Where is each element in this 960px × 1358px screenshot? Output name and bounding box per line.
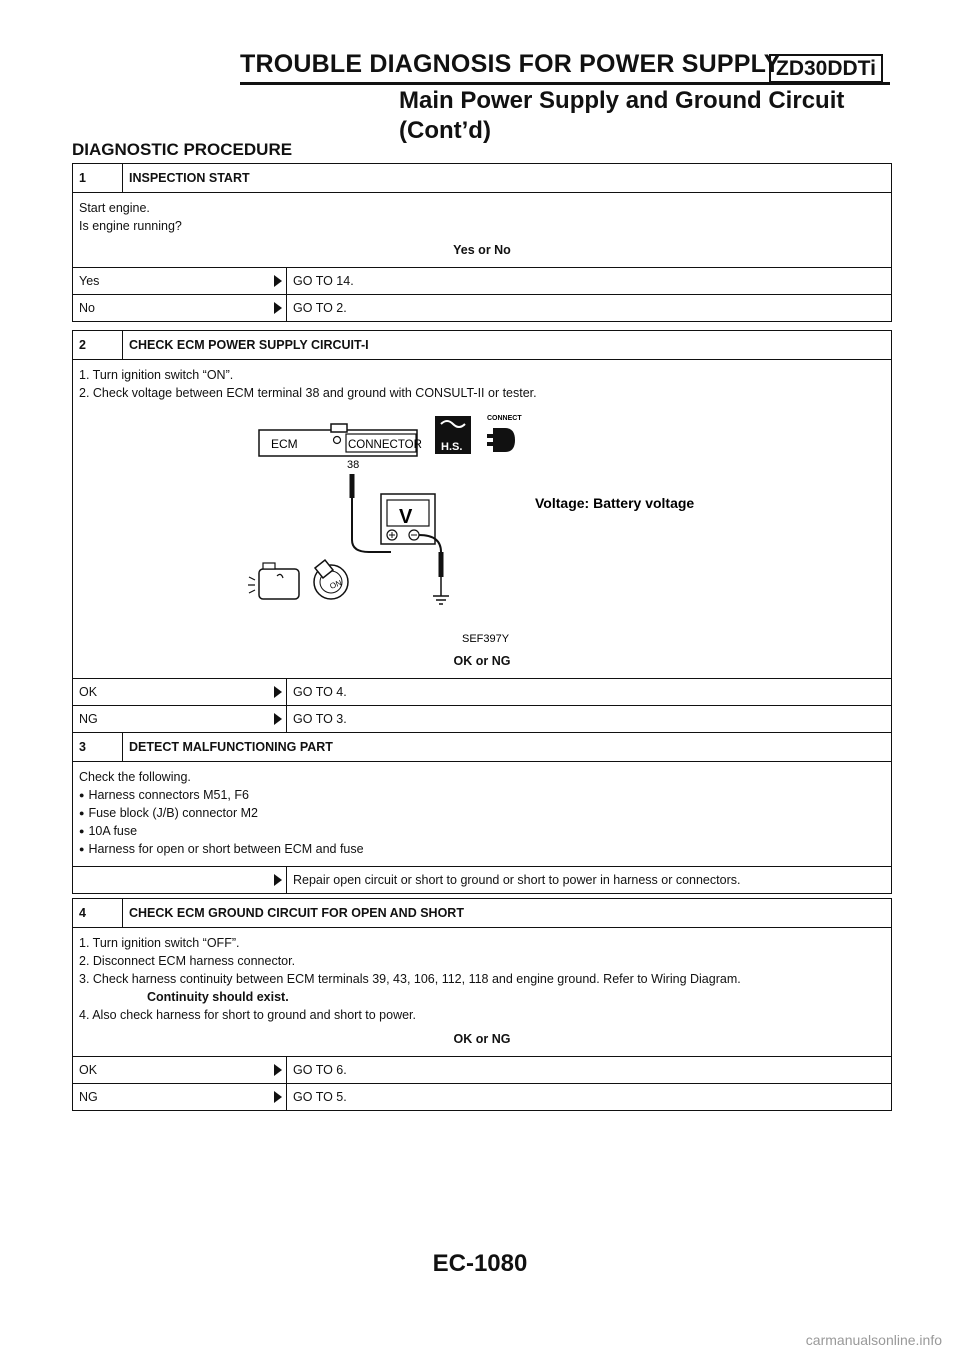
step-body xyxy=(73,927,891,1056)
body-line: Check the following. xyxy=(79,770,191,784)
connect-plug-icon xyxy=(493,428,515,452)
connector-label: CONNECTOR xyxy=(348,439,422,451)
step-4-box xyxy=(72,898,892,1111)
bullet-item: ● Harness for open or short between ECM and fuse xyxy=(79,840,885,858)
model-badge: ZD30DDTi xyxy=(769,54,883,83)
step-1-box xyxy=(72,163,892,322)
arrow-icon xyxy=(274,1064,282,1076)
arrow-icon xyxy=(274,713,282,725)
watermark: carmanualsonline.info xyxy=(805,1332,942,1348)
figure-code: SEF397Y xyxy=(462,633,510,645)
bullet-item: ● Fuse block (J/B) connector M2 xyxy=(79,804,885,822)
arrow-icon xyxy=(274,874,282,886)
step-title: DETECT MALFUNCTIONING PART xyxy=(129,740,333,754)
answer-action: Repair open circuit or short to ground or short to power in harness or connectors. xyxy=(293,873,741,887)
body-line: 3. Check harness continuity between ECM terminals 39, 43, 106, 112, 118 and engine ground. Refer to Wiring Diagram. xyxy=(79,972,741,986)
step-title: INSPECTION START xyxy=(129,171,250,185)
engine-icon xyxy=(248,563,299,599)
connect-label: CONNECT xyxy=(487,415,522,422)
question: OK or NG xyxy=(453,654,511,668)
answer-row xyxy=(73,294,891,321)
step-title: CHECK ECM GROUND CIRCUIT FOR OPEN AND SHORT xyxy=(129,906,464,920)
bullet-item: ● 10A fuse xyxy=(79,822,885,840)
meter-label: V xyxy=(399,506,413,528)
header-rule xyxy=(240,82,890,85)
answer-row xyxy=(73,1083,891,1110)
answer-label: NG xyxy=(79,1090,98,1104)
step-number: 1 xyxy=(73,164,123,192)
answer-action: GO TO 5. xyxy=(293,1090,347,1104)
step-body xyxy=(73,192,891,267)
page-number: EC-1080 xyxy=(432,1250,528,1277)
body-line: Start engine. xyxy=(79,201,150,215)
answer-label: No xyxy=(79,301,95,315)
answer-label: OK xyxy=(79,1063,98,1077)
body-line: Is engine running? xyxy=(79,219,182,233)
wiring-figure xyxy=(79,402,885,652)
body-line: 2. Check voltage between ECM terminal 38 and ground with CONSULT-II or tester. xyxy=(79,386,537,400)
answer-action: GO TO 2. xyxy=(293,301,347,315)
answer-label: OK xyxy=(79,685,98,699)
section-title: DIAGNOSTIC PROCEDURE xyxy=(72,140,293,159)
question: Yes or No xyxy=(453,243,511,257)
header-subtitle xyxy=(399,86,844,146)
step-2-box xyxy=(72,330,892,733)
arrow-icon xyxy=(274,1091,282,1103)
body-line: 2. Disconnect ECM harness connector. xyxy=(79,954,296,968)
on-label: ON xyxy=(328,578,343,591)
voltage-spec: Voltage: Battery voltage xyxy=(535,495,695,511)
step-header xyxy=(73,331,891,359)
subtitle-line1: Main Power Supply and Ground Circuit xyxy=(399,87,845,114)
step-body xyxy=(73,359,891,678)
question: OK or NG xyxy=(453,1032,511,1046)
hs-label: H.S. xyxy=(441,441,463,453)
arrow-icon xyxy=(274,275,282,287)
answer-row xyxy=(73,705,891,732)
answer-action: GO TO 4. xyxy=(293,685,347,699)
answer-action: GO TO 6. xyxy=(293,1063,347,1077)
ignition-key-icon xyxy=(314,560,348,599)
step-header xyxy=(73,733,891,761)
answer-row xyxy=(73,678,891,705)
voltage-check-diagram xyxy=(79,402,885,652)
answer-action: GO TO 3. xyxy=(293,712,347,726)
answer-label: Yes xyxy=(79,274,100,288)
step-header xyxy=(73,899,891,927)
arrow-icon xyxy=(274,686,282,698)
arrow-icon xyxy=(274,302,282,314)
step-number: 4 xyxy=(73,899,123,927)
answer-label: NG xyxy=(79,712,98,726)
body-line: 4. Also check harness for short to ground and short to power. xyxy=(79,1008,416,1022)
step-number: 2 xyxy=(73,331,123,359)
terminal-label: 38 xyxy=(347,459,360,471)
step-header xyxy=(73,164,891,192)
answer-action: GO TO 14. xyxy=(293,274,354,288)
bullet-item: ● Harness connectors M51, F6 xyxy=(79,786,885,804)
header-title: TROUBLE DIAGNOSIS FOR POWER SUPPLY xyxy=(240,50,781,78)
step-body xyxy=(73,761,891,866)
answer-row xyxy=(73,1056,891,1083)
answer-row xyxy=(73,866,891,893)
body-line: 1. Turn ignition switch “ON”. xyxy=(79,368,234,382)
body-line: 1. Turn ignition switch “OFF”. xyxy=(79,936,240,950)
answer-row xyxy=(73,267,891,294)
subtitle-line2: (Cont’d) xyxy=(399,117,491,144)
step-number: 3 xyxy=(73,733,123,761)
step-title: CHECK ECM POWER SUPPLY CIRCUIT-I xyxy=(129,338,369,352)
ecm-label: ECM xyxy=(271,437,298,451)
step-3-box xyxy=(72,732,892,894)
continuity-spec: Continuity should exist. xyxy=(147,990,289,1004)
